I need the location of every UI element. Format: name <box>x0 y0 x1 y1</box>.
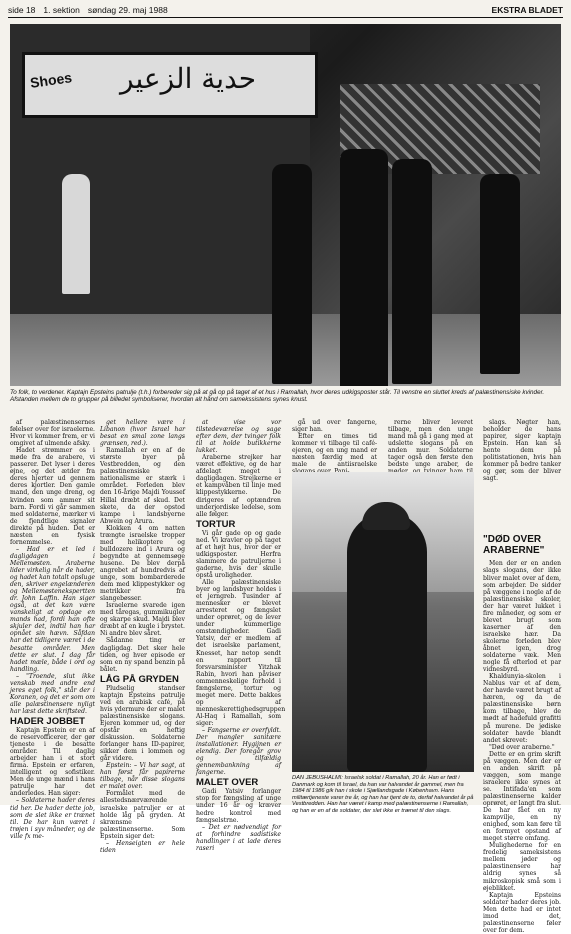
paragraph: Efter en times tid kommer vi tilbage til café-ejeren, og en ung mand er næsten færdig med at male de antiisraelske <box>292 433 377 469</box>
paragraph: Gadi Yatsiv forlanger stop for fængsling af unge under 16 år og kræver hedre kontrol med fængselstrne. <box>196 788 281 824</box>
paragraph: Men der er en anden slags slogans, der ikke bliver malet over af dem, som arbejder. De sidder på væggene i nogle af de palæstinensiske skoler, der har været lukket i fire måneder, og som er blevet brugt som kaserner af den israelske hær. Da skolerne forleden blev åbnet igen, drog soldaterne væk. Men nogle få efterlod et par vidnesbyrd. <box>483 560 561 674</box>
paragraph: – Fangserne er overfyldt. Der mangler sanitære installationer. Hygijnen er elendig. Der foregår grov og tilfældig gennembankning af fangerne. <box>196 727 281 777</box>
shop-sign-latin: Shoes <box>29 69 73 91</box>
woman-figure <box>62 174 90 294</box>
soldier-figure <box>340 149 388 386</box>
paragraph: Alle palæstinensiske byer og landsbyer holdes i et jerngreb. Tusinder af mennesker er blevet arresteret og fængslet under oprøret, og de lever under kummerlige omstændigheder. Gadi Yatsiv, der er medlem af det israelske parlament, Knesset, har netop sendt en rapport til forsvarsminister Yitzhak Rabin, hvori han påviser ommenneskelige forhold i fængslerne, tortur og meget mere. Dette bakkes op af menneskerettighedsgruppen Al-Haq i Ramallah, som siger: <box>196 579 286 727</box>
paragraph: Epstein: – Vi har sagt, at han først får papirerne tilbage, når disse slogans er malet over. <box>100 762 185 791</box>
paragraph: – Soldaterne hader deres tid her. De hader dette job, som de slet ikke er trænet til. De har kun været i trøjen i syv måneder, og de ville fx me- <box>10 797 95 840</box>
paragraph: at vise vor tilstedeværelse og sage efter dem, der tvinger folk til at holde butikkerne lukket. <box>196 419 281 455</box>
subheading: MALET OVER <box>196 777 259 789</box>
paragraph: gå ud over fangerne, siger han. <box>292 419 377 434</box>
soldier-figure <box>272 164 312 384</box>
paragraph: Israelerne svarede igen med tåregas, gummikugler og skarpe skud. Majdi blev dræbt af en kugle i brystet. Ni andre blev såret. <box>100 602 185 638</box>
issue-date: søndag 29. maj 1988 <box>87 5 168 15</box>
paragraph: Hadet strømmer os i møde fra de arabere, vi passerer. Det lyser i deres øjne, og det ætder fra deres hjerter ud gennem deres kjortler. Den gamle mand, den unge dreng, og kvinden som ammer sit barn. Fordi vi går sammen med soldaterne, mærker vi de fjendtlige signaler direkte på huden. Det er næsten en fysisk fornemmelse. <box>10 447 95 546</box>
paragraph: Dette er en grim skrift på væggen. Men der er en anden skrift på væggen, som mange israelere ikke synes at se. Intifada'en som palæstinenserne kalder oprøret, er langt fra slut. De har fået en ny kampvilje, en ny enighed, som kan føre til en formyet opstand af meget større omfang. <box>483 750 561 843</box>
paragraph: rerne bliver leveret tilbage, men den unge mand må gå i gang med at udslette slogans på en anden mur. Soldaterne tager også den første den bedste unge araber, de <box>388 419 473 469</box>
subheading: TORTUR <box>196 518 236 530</box>
top-photo <box>10 24 561 386</box>
paragraph: Kaptajn Epsteins soldater hader deres job. Men dette had er intet imod det, palæstinenserne føler over for dem. <box>483 891 561 934</box>
paragraph: – Henseigten er hele tiden <box>100 839 185 854</box>
top-photo-caption: To folk, to verdener. Kaptajn Epsteins patrulje (t.h.) forbereder sig på at gå op på taget af et hus i Ramallah, hvor deres udkigsposter står. Til venstre en sluttet kreds af palæstinensiske kvinder. Afstanden mellem de to grupper på billedet symboliserer, hvordan alt hånd om samekssistens synes knust. <box>10 389 545 404</box>
paragraph: Klokken 4 om natten trængte israelske tropper med helikoptere og bulldozere ind i Arura og begyndte at gennemsøge husene. De blev derpå angrebet af hundredvis af unge, som bombarderede dem med klippestykker og metrikker fra slangebøsser. <box>100 524 185 603</box>
column-6 <box>483 419 561 934</box>
column-1 <box>10 419 95 840</box>
paragraph: – Det er nødvendigt for at forhindre sadistiske handlinger i at lade deres raseri <box>196 823 281 852</box>
paragraph: Araberne strejker har været effektive, og de har afdelagt meget i dagligdagen. Strejkerne er et kampvåben til linje med klippestykkerne. De dirigeres af optændren underjordiske ledelse, som alle følger. <box>196 454 281 518</box>
column-4 <box>292 419 377 475</box>
subheading: HADER JOBBET <box>10 715 85 727</box>
paragraph: slags. Nøgter han, beholder de hans papirer, siger kaptajn Epstein. Han kan så hente dem på politistationen, hvis han kommer på bedre tanker og gør, som der bliver sagt. <box>483 419 561 483</box>
section-label: 1. sektion <box>43 5 80 15</box>
column-3 <box>196 419 286 852</box>
paragraph: Formålet med de allestedsnærværende israelske patruljer er at holde låg på gryden. At skrænsme palæstinenserne. Som Epstein siger det: <box>100 790 185 840</box>
paragraph: Pludselig standser kaptajn Epsteins patrulje ved en arabisk café, på hvis ydermure der er malet palæstinensiske slogans. Ejeren kommer ud, og der opstår en heftig diskussion. Soldaterne forlanger hans ID-papirer, sikker dem i lommen og går videre. <box>100 684 185 763</box>
portrait-caption: DAN JEBUSHALMI: Israelsk soldat i Ramallah, 20 år. Han er født i Danmark og kom til Israel, da han var halvandet år gammel, men fra 1984 til 1986 gik han i skole i Sjællandsgade i København. Hans militærtjeneste varer tre år, og han har tjent de to, derfaf halvandet år på Vestbredden. Han har været i kamp med palæstinenserne i Ramallah, og han er en af de soldater, der slet ikke er trænet til den slags. <box>292 775 474 814</box>
paragraph: Khaldunyia-skolen i Nablus var et af dem, der havde været brugt af hæren, og da de palæstinensiske børn kom tilbage, blev de mødt af hadefuld grafitti på murene. De jødiske soldater havde blandt andet skrevet: <box>483 673 561 744</box>
soldier-figure <box>392 159 432 384</box>
paragraph: Ramallah er en af de største byer på Vestbredden, og den palæstinensiske nationalisme er stærk i området. Forleden blev den 16-årige Majdi Youssef Hillal dræbt af skud. Det skete, da der opstod kampe i landsbyerne Abwein og Arura. <box>100 447 185 525</box>
paragraph: Kaptajn Epstein er en af de reservofficerer, der gør tjeneste i de besatte områder. Til daglig arbejder han i et stort firma. Epstein er erfaren, intelligent og sofistiker. Men de unge mænd i hans patrulje har det anderledes. Han siger: <box>10 727 95 798</box>
soldier-silhouette <box>347 512 427 772</box>
paragraph: Sådanne ting er dagligdag. Det sker hele tiden, og hver episode er som en ny spand benzin på bålet. <box>100 637 185 673</box>
subheading: LÅG PÅ GRYDEN <box>100 673 179 685</box>
paragraph: – "Troende, slut ikke venskab med andre end jeres eget folk," står der i Koranen, og det er som om alle palæstinensere nyligt har læst dette skriftsted. <box>10 672 95 715</box>
shop-sign-arabic: حدية الزعير <box>120 62 257 95</box>
paragraph: "Død over araberne." <box>489 743 555 751</box>
newspaper-name: EKSTRA BLADET <box>491 5 563 15</box>
paragraph: af palæstinensernes følelser over for israelerne. Hvor vi kommer frem, er vi omgivet af ulmende afsky. <box>10 419 95 448</box>
soldier-figure <box>480 174 520 374</box>
paragraph: – Had er et led i dagligdagen i Mellemøsten. Araberne lider virkelig når de hader, og hadet kan totalt opsluge den, skriver engelænderen og Mellemøstenekspertten dr. John Laffin. Han siger også, at det kan være vanskeligt at opdage en mands had, fordi han ofte skjuler det, indtil han har opnået sin hævn. Såfdan har det tidligere været i de besatte områder. Men dette er slut. I dag får hadet mæle, både i ord og handling. <box>10 545 95 673</box>
page-number: side 18 <box>8 5 36 15</box>
paragraph: Vi går gade op og gade ned. Vi kravler op på taget af et højt hus, hvor der er udkigsposter. Herfra slammere de patruljerne i gaderne, hvis der skulle opstå uroligheder. <box>196 529 281 579</box>
column-2 <box>100 419 185 854</box>
paragraph: get hellere være i Libanon (hvor Israel har besat en smal zone langs grænsen, red.). <box>100 419 185 448</box>
soldier-portrait-photo <box>292 472 474 772</box>
page-header <box>8 3 563 18</box>
subheading: "DØD OVER ARABERNE" <box>483 534 545 557</box>
paragraph: Mulighederne for en fredelig sameksistens mellem jøder og palæstinensere har aldrig synes så mikroskopisk små som i øjeblikket. <box>483 842 561 892</box>
